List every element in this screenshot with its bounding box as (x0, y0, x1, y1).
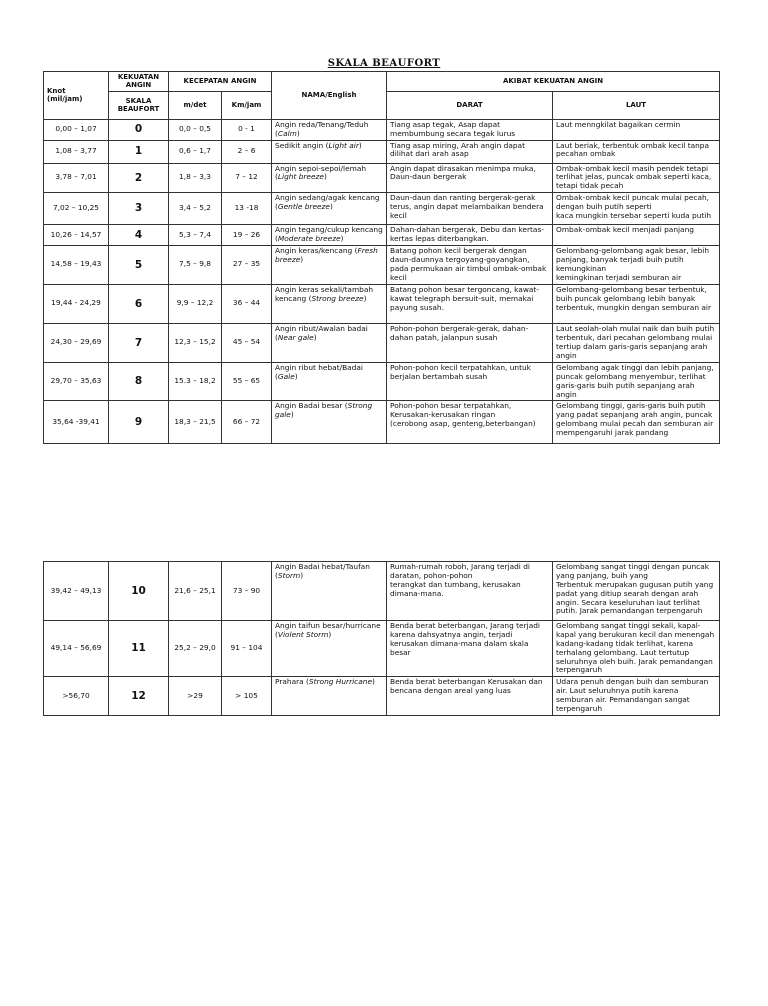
laut-cell: Gelombang-gelombang besar terbentuk, buih puncak gelombang lebih banyak terbentuk, mungkin dengan semburan air (553, 284, 720, 323)
english-name: Gentle breeze (277, 202, 330, 212)
scale-cell: 3 (109, 193, 169, 225)
table-row (44, 163, 720, 193)
laut-cell: Ombak-ombak kecil masih pendek tetapi terlihat jelas, puncak ombak seperti kaca, tetapi tidak pecah (553, 163, 720, 193)
kmh-cell: 73 – 90 (222, 562, 272, 621)
english-name: Calm (277, 128, 297, 138)
mdet-cell: 12,3 – 15,2 (169, 323, 222, 362)
name-text: Angin Badai hebat/Taufan ( (275, 562, 370, 580)
kmh-cell: 66 – 72 (222, 401, 272, 444)
laut-cell: Gelombang agak tinggi dan lebih panjang, puncak gelombang menyembur, terlihat garis-garis buih putih sepanjang arah angin (553, 362, 720, 401)
english-name: Strong breeze (311, 293, 364, 303)
name-close: ) (329, 202, 333, 212)
name-close: ) (358, 140, 362, 150)
name-cell (272, 225, 387, 246)
name-text: Angin reda/Tenang/Teduh ( (275, 119, 369, 138)
mdet-cell: 25,2 – 29,0 (169, 621, 222, 677)
name-text: Angin Badai besar ( (275, 401, 348, 411)
name-close: ) (290, 410, 294, 420)
mdet-cell: 0,6 – 1,7 (169, 140, 222, 163)
mdet-cell: 7,5 – 9,8 (169, 245, 222, 284)
laut-cell: Laut beriak, terbentuk ombak kecil tanpa pecahan ombak (553, 140, 720, 163)
mdet-cell: 21,6 – 25,1 (169, 562, 222, 621)
scale-cell: 0 (109, 119, 169, 140)
scale-cell: 7 (109, 323, 169, 362)
table-row (44, 119, 720, 140)
english-name: Strong gale (275, 401, 373, 420)
kmh-cell: > 105 (222, 677, 272, 716)
name-text: Angin taifun besar/hurricane ( (275, 621, 381, 639)
darat-cell: Pohon-pohon bergerak-gerak, dahan-dahan patah, jalanpun susah (387, 323, 553, 362)
scale-cell: 11 (109, 621, 169, 677)
scale-cell: 10 (109, 562, 169, 621)
table-row (44, 140, 720, 163)
name-text: Angin ribut/Awalan badai ( (275, 323, 368, 342)
name-cell (272, 677, 387, 716)
header-mdet: m/det (169, 91, 222, 119)
header-skala (109, 91, 169, 119)
name-cell (272, 562, 387, 621)
darat-cell: Benda berat beterbangan Kerusakan dan bencana dengan areal yang luas (387, 677, 553, 716)
english-name: Near gale (277, 332, 314, 342)
name-close: ) (300, 254, 304, 264)
scale-cell: 2 (109, 163, 169, 193)
knot-cell: 24,30 – 29,69 (44, 323, 109, 362)
name-cell (272, 245, 387, 284)
table-row (44, 323, 720, 362)
laut-cell: Gelombang-gelombang agak besar, lebih panjang, banyak terjadi buih putih kemungkinan kemingkinan terjadi semburan air (553, 245, 720, 284)
name-cell (272, 193, 387, 225)
knot-cell: 7,02 – 10,25 (44, 193, 109, 225)
knot-cell: 10,26 – 14,57 (44, 225, 109, 246)
english-name: Gale (277, 371, 295, 381)
name-text: Sedikit angin ( (275, 140, 329, 150)
name-close: ) (340, 234, 344, 244)
header-skala-label: SKALA BEAUFORT (117, 96, 160, 114)
header-knot-label: Knot (mil/jam) (47, 87, 83, 104)
header-darat: DARAT (387, 91, 553, 119)
table-row (44, 284, 720, 323)
scale-cell: 4 (109, 225, 169, 246)
name-close: ) (323, 172, 327, 182)
table-row (44, 401, 720, 444)
table-row (44, 621, 720, 677)
header-kecepatan: KECEPATAN ANGIN (169, 72, 272, 92)
laut-cell: Gelombang sangat tinggi dengan puncak yang panjang, buih yang Terbentuk merupakan gugusan putih yang padat yang ditiup searah dengan arah angin. Secara keseluruhan laut terlihat putih. Jarak pemandangan terpengaruh (553, 562, 720, 621)
table-row (44, 362, 720, 401)
laut-cell: Laut menngkilat bagaikan cermin (553, 119, 720, 140)
table-row (44, 245, 720, 284)
table-row (44, 225, 720, 246)
header-kekuatan (109, 72, 169, 92)
header-nama: NAMA/English (272, 72, 387, 120)
kmh-cell: 19 – 26 (222, 225, 272, 246)
name-cell (272, 621, 387, 677)
english-name: Light breeze (277, 172, 324, 182)
darat-cell: Daun-daun dan ranting bergerak-gerak terus, angin dapat melambaikan bendera kecil (387, 193, 553, 225)
scale-cell: 9 (109, 401, 169, 444)
english-name: Fresh breeze (275, 245, 378, 264)
name-cell (272, 119, 387, 140)
header-kmjam: Km/jam (222, 91, 272, 119)
knot-cell: 39,42 – 49,13 (44, 562, 109, 621)
scale-cell: 8 (109, 362, 169, 401)
laut-cell: Udara penuh dengan buih dan semburan air. Laut seluruhnya putih karena semburan air. Pemandangan sangat terpengaruh (553, 677, 720, 716)
mdet-cell: >29 (169, 677, 222, 716)
name-text: Angin keras sekali/tambah kencang ( (275, 284, 374, 303)
kmh-cell: 2 – 6 (222, 140, 272, 163)
scale-cell: 1 (109, 140, 169, 163)
english-name: Violent Storm (277, 629, 329, 639)
mdet-cell: 0,0 – 0,5 (169, 119, 222, 140)
name-text: Prahara ( (275, 677, 309, 687)
knot-cell: 29,70 – 35,63 (44, 362, 109, 401)
name-cell (272, 401, 387, 444)
knot-cell: 1,08 – 3,77 (44, 140, 109, 163)
darat-cell: Pohon-pohon besar terpatahkan, Kerusakan-kerusakan ringan (cerobong asap, genteng,beterbangan) (387, 401, 553, 444)
english-name: Strong Hurricane (308, 677, 372, 687)
laut-cell: Gelombang tinggi, garis-garis buih putih yang padat sepanjang arah angin, puncak gelombang mulai pecah dan semburan air mempengaruhi jarak pandang (553, 401, 720, 444)
header-knot (44, 72, 109, 120)
english-name: Storm (277, 570, 301, 580)
mdet-cell: 9,9 – 12,2 (169, 284, 222, 323)
table-row (44, 677, 720, 716)
knot-cell: 3,78 – 7,01 (44, 163, 109, 193)
darat-cell: Tiang asap tegak, Asap dapat membumbung secara tegak lurus (387, 119, 553, 140)
mdet-cell: 18,3 – 21,5 (169, 401, 222, 444)
laut-cell: Gelombang sangat tinggi sekali, kapal-kapal yang berukuran kecil dan menengah kadang-kadang tidak terlihat, karena terhalang gelombang. Laut tertutup seluruhnya oleh buih. Jarak pemandangan terpengaruh (553, 621, 720, 677)
scale-cell: 12 (109, 677, 169, 716)
name-text: Angin sedang/agak kencang ( (275, 193, 380, 212)
knot-cell: 35,64 -39,41 (44, 401, 109, 444)
darat-cell: Batang pohon besar tergoncang, kawat-kawat telegraph bersuit-suit, memakai payung susah. (387, 284, 553, 323)
scale-cell: 5 (109, 245, 169, 284)
name-close: ) (372, 677, 375, 687)
page-title: SKALA BEAUFORT (327, 58, 441, 69)
darat-cell: Batang pohon kecil bergerak dengan daun-daunnya tergoyang-goyangkan, pada permukaan air timbul ombak-ombak kecil (387, 245, 553, 284)
laut-cell: Ombak-ombak kecil puncak mulai pecah, dengan buih putih seperti kaca mungkin tersebar seperti kuda putih (553, 193, 720, 225)
name-cell (272, 140, 387, 163)
kmh-cell: 7 – 12 (222, 163, 272, 193)
name-text: Angin sepoi-sepoi/lemah ( (275, 163, 367, 182)
mdet-cell: 15.3 – 18,2 (169, 362, 222, 401)
darat-cell: Pohon-pohon kecil terpatahkan, untuk berjalan bertambah susah (387, 362, 553, 401)
name-text: Angin ribut hebat/Badai ( (275, 362, 363, 381)
name-text: Angin tegang/cukup kencang ( (275, 225, 383, 244)
knot-cell: 0,00 – 1,07 (44, 119, 109, 140)
english-name: Moderate breeze (277, 234, 341, 244)
kmh-cell: 55 – 65 (222, 362, 272, 401)
darat-cell: Angin dapat dirasakan menimpa muka, Daun-daun bergerak (387, 163, 553, 193)
header-akibat: AKIBAT KEKUATAN ANGIN (387, 72, 720, 92)
name-close: ) (296, 128, 300, 138)
header-kekuatan-label: KEKUATAN ANGIN (117, 73, 160, 90)
darat-cell: Dahan-dahan bergerak, Debu dan kertas-kertas lepas diterbangkan. (387, 225, 553, 246)
name-cell (272, 284, 387, 323)
name-close: ) (313, 332, 317, 342)
kmh-cell: 91 – 104 (222, 621, 272, 677)
table-row (44, 562, 720, 621)
mdet-cell: 1,8 – 3,3 (169, 163, 222, 193)
name-cell (272, 163, 387, 193)
name-close: ) (363, 293, 367, 303)
kmh-cell: 36 – 44 (222, 284, 272, 323)
name-cell (272, 323, 387, 362)
darat-cell: Tiang asap miring, Arah angin dapat dilihat dari arah asap (387, 140, 553, 163)
laut-cell: Ombak-ombak kecil menjadi panjang (553, 225, 720, 246)
scale-cell: 6 (109, 284, 169, 323)
english-name: Light air (328, 140, 359, 150)
table-row (44, 193, 720, 225)
darat-cell: Benda berat beterbangan, Jarang terjadi karena dahsyatnya angin, terjadi kerusakan dimana-mana dalam skala besar (387, 621, 553, 677)
beaufort-table (43, 71, 720, 444)
mdet-cell: 5,3 – 7,4 (169, 225, 222, 246)
knot-cell: >56,70 (44, 677, 109, 716)
name-close: ) (328, 629, 332, 639)
kmh-cell: 13 -18 (222, 193, 272, 225)
name-close: ) (300, 570, 304, 580)
knot-cell: 49,14 – 56,69 (44, 621, 109, 677)
knot-cell: 14,58 – 19,43 (44, 245, 109, 284)
header-laut: LAUT (553, 91, 720, 119)
name-text: Angin keras/kencang ( (275, 245, 358, 255)
darat-cell: Rumah-rumah roboh, Jarang terjadi di daratan, pohon-pohon terangkat dan tumbang, kerusakan dimana-mana. (387, 562, 553, 621)
beaufort-table-continued (43, 561, 720, 716)
kmh-cell: 45 – 54 (222, 323, 272, 362)
knot-cell: 19,44 - 24,29 (44, 284, 109, 323)
kmh-cell: 0 - 1 (222, 119, 272, 140)
name-close: ) (294, 371, 298, 381)
kmh-cell: 27 – 35 (222, 245, 272, 284)
mdet-cell: 3,4 – 5,2 (169, 193, 222, 225)
laut-cell: Laut seolah-olah mulai naik dan buih putih terbentuk, dari pecahan gelombang mulai tertiup dalam garis-garis sepanjang arah angin (553, 323, 720, 362)
name-cell (272, 362, 387, 401)
